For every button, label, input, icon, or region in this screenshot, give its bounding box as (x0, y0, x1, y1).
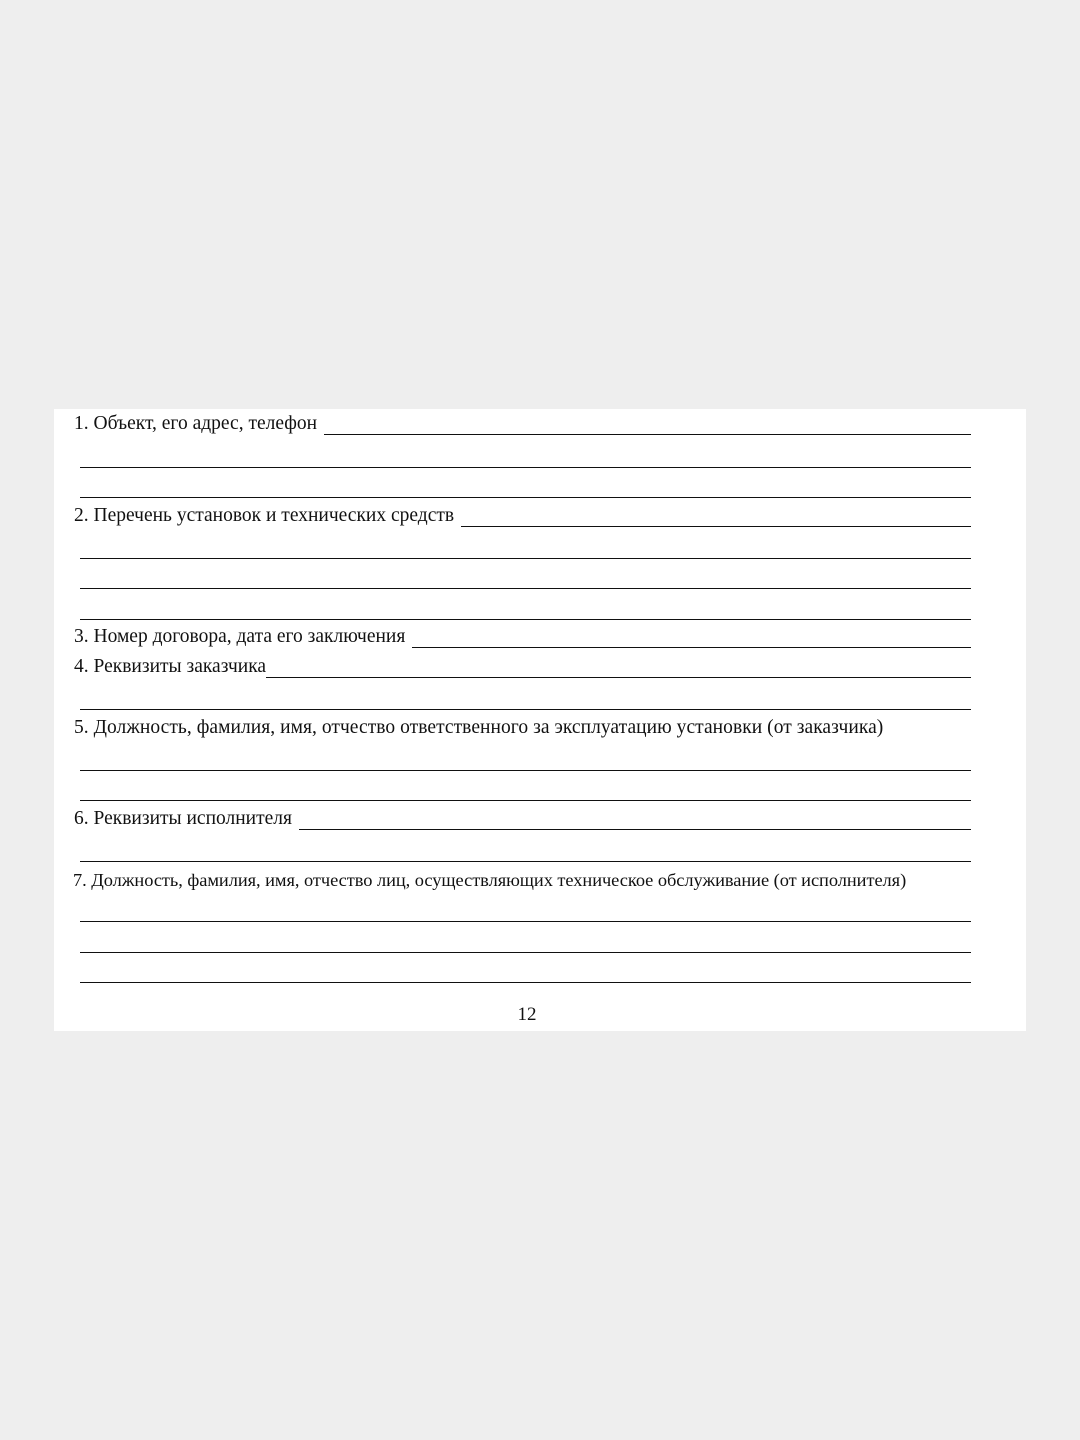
item-2-label: 2. Перечень установок и технических средств (74, 505, 455, 526)
item-2-line-2[interactable] (80, 558, 971, 559)
item-6-input-line[interactable] (299, 828, 971, 830)
item-6-label: 6. Реквизиты исполнителя (74, 808, 292, 829)
item-2-input-line[interactable] (461, 525, 971, 527)
item-6-line-2[interactable] (80, 861, 971, 862)
item-7-label: 7. Должность, фамилия, имя, отчество лиц, осуществляющих техническое обслуживание (от исполнителя) (73, 870, 907, 890)
page-number: 12 (517, 1004, 537, 1025)
item-4-label: 4. Реквизиты заказчика (74, 656, 267, 677)
item-5-line-1[interactable] (80, 770, 971, 771)
item-4-input-line[interactable] (266, 676, 971, 678)
form-page (54, 409, 1026, 1031)
item-1-input-line[interactable] (324, 433, 971, 435)
item-4-line-2[interactable] (80, 709, 971, 710)
item-1-line-3[interactable] (80, 497, 971, 498)
item-2-line-3[interactable] (80, 588, 971, 589)
item-7-line-3[interactable] (80, 982, 971, 983)
form-item-2 (74, 506, 971, 530)
form-item-6 (74, 809, 971, 833)
form-item-5 (74, 718, 971, 742)
item-2-line-4[interactable] (80, 619, 971, 620)
item-5-label: 5. Должность, фамилия, имя, отчество ответственного за эксплуатацию установки (от заказчика) (74, 717, 884, 738)
item-7-line-2[interactable] (80, 952, 971, 953)
form-item-7 (73, 870, 970, 894)
form-item-1 (74, 414, 971, 438)
item-3-input-line[interactable] (412, 646, 971, 648)
item-1-label: 1. Объект, его адрес, телефон (74, 413, 318, 434)
item-7-line-1[interactable] (80, 921, 971, 922)
item-1-line-2[interactable] (80, 467, 971, 468)
item-3-label: 3. Номер договора, дата его заключения (74, 626, 406, 647)
form-item-3 (74, 627, 971, 651)
item-5-line-2[interactable] (80, 800, 971, 801)
form-item-4 (74, 657, 971, 681)
